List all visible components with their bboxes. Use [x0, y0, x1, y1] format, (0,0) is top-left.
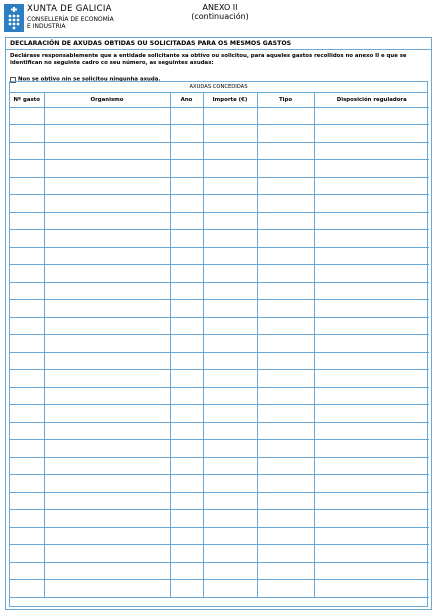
type-cell[interactable] [257, 177, 314, 195]
table-row [10, 247, 429, 265]
table-row [10, 265, 429, 283]
expense-number-cell[interactable] [10, 212, 44, 230]
regulation-cell[interactable] [314, 457, 429, 475]
regulation-cell[interactable] [314, 265, 429, 283]
table-row [10, 422, 429, 440]
regulation-cell[interactable] [314, 317, 429, 335]
organism-cell[interactable] [44, 422, 170, 440]
expense-number-cell[interactable] [10, 247, 44, 265]
year-cell[interactable] [170, 422, 203, 440]
regulation-cell[interactable] [314, 405, 429, 423]
amount-cell[interactable] [203, 422, 257, 440]
regulation-cell[interactable] [314, 562, 429, 580]
type-cell[interactable] [257, 282, 314, 300]
type-cell[interactable] [257, 457, 314, 475]
year-cell[interactable] [170, 125, 203, 143]
organism-cell[interactable] [44, 230, 170, 248]
organism-cell[interactable] [44, 142, 170, 160]
year-cell[interactable] [170, 405, 203, 423]
table-row [10, 230, 429, 248]
section-title: DECLARACIÓN DE AXUDAS OBTIDAS OU SOLICITADAS PARA OS MESMOS GASTOS [10, 40, 292, 47]
amount-cell[interactable] [203, 335, 257, 353]
type-cell[interactable] [257, 422, 314, 440]
type-cell[interactable] [257, 370, 314, 388]
type-cell[interactable] [257, 440, 314, 458]
amount-cell[interactable] [203, 317, 257, 335]
expense-number-cell[interactable] [10, 160, 44, 178]
organism-cell[interactable] [44, 527, 170, 545]
regulation-cell[interactable] [314, 440, 429, 458]
expense-number-cell[interactable] [10, 527, 44, 545]
amount-cell[interactable] [203, 562, 257, 580]
amount-cell[interactable] [203, 387, 257, 405]
regulation-cell[interactable] [314, 475, 429, 493]
table-row [10, 142, 429, 160]
type-cell[interactable] [257, 510, 314, 528]
type-cell[interactable] [257, 475, 314, 493]
declaration-section [5, 37, 432, 610]
organism-cell[interactable] [44, 387, 170, 405]
regulation-cell[interactable] [314, 247, 429, 265]
type-cell[interactable] [257, 527, 314, 545]
amount-cell[interactable] [203, 580, 257, 598]
year-cell[interactable] [170, 562, 203, 580]
year-cell[interactable] [170, 352, 203, 370]
aids-table [10, 93, 429, 598]
amount-cell[interactable] [203, 195, 257, 213]
table-row [10, 405, 429, 423]
table-row [10, 440, 429, 458]
amount-cell[interactable] [203, 492, 257, 510]
expense-number-cell[interactable] [10, 125, 44, 143]
organism-cell[interactable] [44, 212, 170, 230]
organism-cell[interactable] [44, 562, 170, 580]
amount-cell[interactable] [203, 125, 257, 143]
regulation-cell[interactable] [314, 195, 429, 213]
year-cell[interactable] [170, 300, 203, 318]
brand-title: XUNTA DE GALICIA [27, 4, 112, 14]
year-cell[interactable] [170, 387, 203, 405]
regulation-cell[interactable] [314, 282, 429, 300]
year-cell[interactable] [170, 317, 203, 335]
annex-title: ANEXO II [202, 3, 238, 12]
year-cell[interactable] [170, 282, 203, 300]
amount-cell[interactable] [203, 265, 257, 283]
organism-cell[interactable] [44, 492, 170, 510]
declaration-text: Declárase responsablemente que a entidade solicitante xa obtivo ou solicitou, para aqueles gastos recollidos no anexo II e que se identifican no seguinte cadro co seu número, as seguintes axudas: [10, 53, 407, 66]
organism-cell[interactable] [44, 177, 170, 195]
organism-cell[interactable] [44, 335, 170, 353]
regulation-cell[interactable] [314, 422, 429, 440]
organism-cell[interactable] [44, 247, 170, 265]
organism-cell[interactable] [44, 457, 170, 475]
year-cell[interactable] [170, 475, 203, 493]
table-row [10, 300, 429, 318]
aids-table-header-row [10, 93, 429, 107]
aids-table-title: AXUDAS CONCEDIDAS [10, 82, 427, 93]
annex-heading [130, 3, 310, 21]
table-row [10, 492, 429, 510]
year-cell[interactable] [170, 247, 203, 265]
xunta-logo [4, 4, 24, 32]
type-cell[interactable] [257, 300, 314, 318]
year-cell[interactable] [170, 195, 203, 213]
table-row [10, 317, 429, 335]
year-cell[interactable] [170, 335, 203, 353]
year-cell[interactable] [170, 440, 203, 458]
year-cell[interactable] [170, 370, 203, 388]
organism-cell[interactable] [44, 405, 170, 423]
column-header-organism: Organismo [44, 93, 170, 107]
expense-number-cell[interactable] [10, 562, 44, 580]
organism-cell[interactable] [44, 265, 170, 283]
amount-cell[interactable] [203, 440, 257, 458]
expense-number-cell[interactable] [10, 265, 44, 283]
year-cell[interactable] [170, 107, 203, 125]
table-row [10, 125, 429, 143]
type-cell[interactable] [257, 405, 314, 423]
expense-number-cell[interactable] [10, 352, 44, 370]
organism-cell[interactable] [44, 107, 170, 125]
type-cell[interactable] [257, 317, 314, 335]
table-row [10, 562, 429, 580]
regulation-cell[interactable] [314, 212, 429, 230]
table-row [10, 370, 429, 388]
year-cell[interactable] [170, 230, 203, 248]
table-row [10, 580, 429, 598]
amount-cell[interactable] [203, 177, 257, 195]
organism-cell[interactable] [44, 545, 170, 563]
expense-number-cell[interactable] [10, 142, 44, 160]
regulation-cell[interactable] [314, 300, 429, 318]
table-row [10, 387, 429, 405]
amount-cell[interactable] [203, 212, 257, 230]
organism-cell[interactable] [44, 160, 170, 178]
amount-cell[interactable] [203, 142, 257, 160]
expense-number-cell[interactable] [10, 300, 44, 318]
table-row [10, 457, 429, 475]
type-cell[interactable] [257, 492, 314, 510]
regulation-cell[interactable] [314, 387, 429, 405]
expense-number-cell[interactable] [10, 317, 44, 335]
expense-number-cell[interactable] [10, 492, 44, 510]
year-cell[interactable] [170, 457, 203, 475]
expense-number-cell[interactable] [10, 475, 44, 493]
year-cell[interactable] [170, 527, 203, 545]
year-cell[interactable] [170, 160, 203, 178]
amount-cell[interactable] [203, 160, 257, 178]
column-header-regulation: Disposición reguladora [314, 93, 429, 107]
amount-cell[interactable] [203, 230, 257, 248]
amount-cell[interactable] [203, 405, 257, 423]
organism-cell[interactable] [44, 282, 170, 300]
table-row [10, 545, 429, 563]
amount-cell[interactable] [203, 282, 257, 300]
regulation-cell[interactable] [314, 177, 429, 195]
expense-number-cell[interactable] [10, 440, 44, 458]
amount-cell[interactable] [203, 352, 257, 370]
organism-cell[interactable] [44, 580, 170, 598]
type-cell[interactable] [257, 195, 314, 213]
regulation-cell[interactable] [314, 352, 429, 370]
type-cell[interactable] [257, 562, 314, 580]
column-header-year: Ano [170, 93, 203, 107]
regulation-cell[interactable] [314, 545, 429, 563]
regulation-cell[interactable] [314, 160, 429, 178]
regulation-cell[interactable] [314, 335, 429, 353]
type-cell[interactable] [257, 142, 314, 160]
type-cell[interactable] [257, 387, 314, 405]
expense-number-cell[interactable] [10, 422, 44, 440]
table-row [10, 177, 429, 195]
year-cell[interactable] [170, 492, 203, 510]
table-row [10, 282, 429, 300]
regulation-cell[interactable] [314, 527, 429, 545]
year-cell[interactable] [170, 177, 203, 195]
column-header-amount: Importe (€) [203, 93, 257, 107]
annex-subtitle: (continuación) [191, 12, 249, 21]
table-row [10, 195, 429, 213]
organism-cell[interactable] [44, 440, 170, 458]
regulation-cell[interactable] [314, 107, 429, 125]
table-row [10, 510, 429, 528]
type-cell[interactable] [257, 247, 314, 265]
page-header [0, 0, 439, 36]
section-divider [6, 49, 431, 50]
aids-table-container [9, 81, 428, 607]
expense-number-cell[interactable] [10, 107, 44, 125]
table-row [10, 160, 429, 178]
amount-cell[interactable] [203, 300, 257, 318]
year-cell[interactable] [170, 580, 203, 598]
table-row [10, 107, 429, 125]
regulation-cell[interactable] [314, 510, 429, 528]
organism-cell[interactable] [44, 125, 170, 143]
table-row [10, 352, 429, 370]
organism-cell[interactable] [44, 370, 170, 388]
expense-number-cell[interactable] [10, 580, 44, 598]
type-cell[interactable] [257, 160, 314, 178]
amount-cell[interactable] [203, 545, 257, 563]
amount-cell[interactable] [203, 107, 257, 125]
expense-number-cell[interactable] [10, 387, 44, 405]
organism-cell[interactable] [44, 317, 170, 335]
year-cell[interactable] [170, 142, 203, 160]
expense-number-cell[interactable] [10, 545, 44, 563]
type-cell[interactable] [257, 335, 314, 353]
expense-number-cell[interactable] [10, 282, 44, 300]
brand-subtitle-line-2: E INDUSTRIA [27, 23, 66, 30]
year-cell[interactable] [170, 265, 203, 283]
regulation-cell[interactable] [314, 230, 429, 248]
organism-cell[interactable] [44, 475, 170, 493]
type-cell[interactable] [257, 230, 314, 248]
regulation-cell[interactable] [314, 370, 429, 388]
type-cell[interactable] [257, 107, 314, 125]
type-cell[interactable] [257, 545, 314, 563]
expense-number-cell[interactable] [10, 230, 44, 248]
type-cell[interactable] [257, 125, 314, 143]
organism-cell[interactable] [44, 300, 170, 318]
column-header-type: Tipo [257, 93, 314, 107]
table-row [10, 335, 429, 353]
regulation-cell[interactable] [314, 142, 429, 160]
shield-icon [4, 4, 24, 32]
expense-number-cell[interactable] [10, 335, 44, 353]
amount-cell[interactable] [203, 527, 257, 545]
type-cell[interactable] [257, 212, 314, 230]
amount-cell[interactable] [203, 475, 257, 493]
year-cell[interactable] [170, 510, 203, 528]
type-cell[interactable] [257, 265, 314, 283]
amount-cell[interactable] [203, 457, 257, 475]
expense-number-cell[interactable] [10, 370, 44, 388]
no-aid-checkbox-label: Non se obtivo nin se solicitou ningunha axuda. [18, 76, 161, 83]
type-cell[interactable] [257, 352, 314, 370]
type-cell[interactable] [257, 580, 314, 598]
organism-cell[interactable] [44, 352, 170, 370]
expense-number-cell[interactable] [10, 457, 44, 475]
expense-number-cell[interactable] [10, 177, 44, 195]
no-aid-checkbox-row[interactable] [10, 69, 161, 83]
brand-subtitle [27, 16, 114, 30]
table-row [10, 212, 429, 230]
regulation-cell[interactable] [314, 125, 429, 143]
amount-cell[interactable] [203, 370, 257, 388]
amount-cell[interactable] [203, 247, 257, 265]
aids-table-body [10, 107, 429, 597]
expense-number-cell[interactable] [10, 405, 44, 423]
year-cell[interactable] [170, 545, 203, 563]
regulation-cell[interactable] [314, 492, 429, 510]
expense-number-cell[interactable] [10, 510, 44, 528]
table-row [10, 475, 429, 493]
year-cell[interactable] [170, 212, 203, 230]
amount-cell[interactable] [203, 510, 257, 528]
expense-number-cell[interactable] [10, 195, 44, 213]
brand-subtitle-line-1: CONSELLERÍA DE ECONOMÍA [27, 16, 114, 23]
organism-cell[interactable] [44, 195, 170, 213]
organism-cell[interactable] [44, 510, 170, 528]
regulation-cell[interactable] [314, 580, 429, 598]
table-row [10, 527, 429, 545]
column-header-expense-number: Nº gasto [10, 93, 44, 107]
